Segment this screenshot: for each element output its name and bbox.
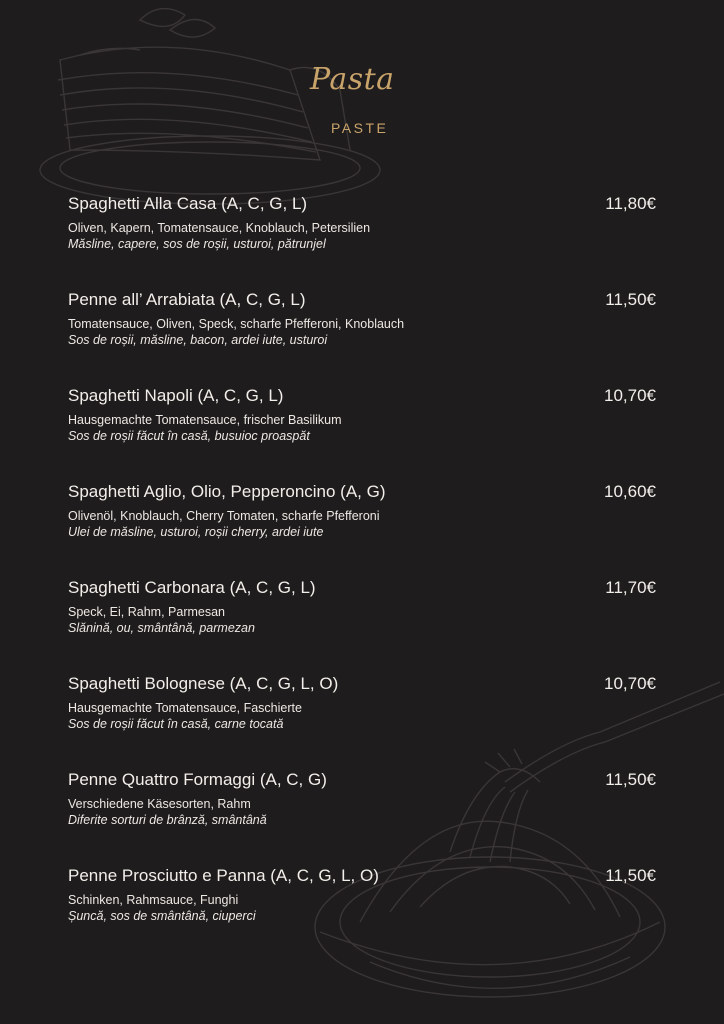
item-name: Spaghetti Carbonara (A, C, G, L) <box>68 578 316 597</box>
item-price: 11,80€ <box>605 194 656 213</box>
menu-item <box>68 674 658 744</box>
item-description-ro: Sos de roșii făcut în casă, busuioc proaspăt <box>68 429 310 443</box>
item-description-ro: Diferite sorturi de brânză, smântână <box>68 813 267 827</box>
item-description-ro: Ulei de măsline, usturoi, roșii cherry, ardei iute <box>68 525 324 539</box>
item-description-ro: Sos de roșii făcut în casă, carne tocată <box>68 717 284 731</box>
item-price: 11,50€ <box>605 866 656 885</box>
item-description-ro: Slănină, ou, smântână, parmezan <box>68 621 255 635</box>
menu-item <box>68 770 658 840</box>
menu-item <box>68 290 658 360</box>
section-title: Pasta <box>310 62 395 97</box>
item-description-de: Hausgemachte Tomatensauce, frischer Basilikum <box>68 413 342 427</box>
menu-item <box>68 578 658 648</box>
item-description-ro: Măsline, capere, sos de roșii, usturoi, pătrunjel <box>68 237 326 251</box>
item-price: 11,50€ <box>605 290 656 309</box>
item-name: Penne Quattro Formaggi (A, C, G) <box>68 770 327 789</box>
item-description-ro: Sos de roșii, măsline, bacon, ardei iute, usturoi <box>68 333 328 347</box>
item-price: 11,70€ <box>605 578 656 597</box>
menu-item <box>68 866 658 936</box>
item-price: 10,70€ <box>604 674 656 693</box>
item-description-ro: Șuncă, sos de smântână, ciuperci <box>68 909 256 923</box>
item-name: Spaghetti Alla Casa (A, C, G, L) <box>68 194 308 213</box>
item-price: 11,50€ <box>605 770 656 789</box>
item-name: Spaghetti Napoli (A, C, G, L) <box>68 386 284 405</box>
item-description-de: Verschiedene Käsesorten, Rahm <box>68 797 251 811</box>
item-name: Spaghetti Bolognese (A, C, G, L, O) <box>68 674 339 693</box>
item-description-de: Olivenöl, Knoblauch, Cherry Tomaten, scharfe Pfefferoni <box>68 509 380 523</box>
item-name: Penne all’ Arrabiata (A, C, G, L) <box>68 290 306 309</box>
item-description-de: Schinken, Rahmsauce, Funghi <box>68 893 239 907</box>
item-name: Penne Prosciutto e Panna (A, C, G, L, O) <box>68 866 379 885</box>
item-description-de: Speck, Ei, Rahm, Parmesan <box>68 605 226 619</box>
item-description-de: Tomatensauce, Oliven, Speck, scharfe Pfefferoni, Knoblauch <box>68 317 405 331</box>
item-price: 10,60€ <box>604 482 656 501</box>
lasagna-illustration <box>20 0 400 215</box>
item-price: 10,70€ <box>604 386 656 405</box>
menu-item <box>68 482 658 552</box>
item-name: Spaghetti Aglio, Olio, Pepperoncino (A, G) <box>68 482 386 501</box>
section-subtitle: PASTE <box>331 120 389 136</box>
menu-item <box>68 194 658 264</box>
item-description-de: Oliven, Kapern, Tomatensauce, Knoblauch, Petersilien <box>68 221 371 235</box>
item-description-de: Hausgemachte Tomatensauce, Faschierte <box>68 701 302 715</box>
menu-item <box>68 386 658 456</box>
